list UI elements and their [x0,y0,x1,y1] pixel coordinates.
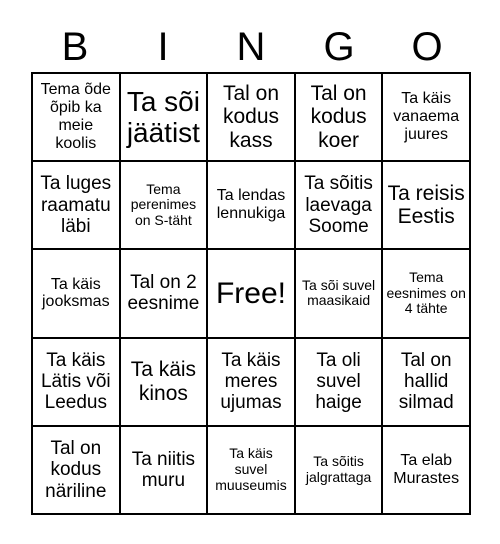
bingo-cell[interactable] [296,427,384,515]
bingo-cell[interactable] [33,250,121,338]
bingo-cell[interactable] [208,74,296,162]
cell-text: Ta elab Murastes [393,451,460,487]
cell-text: Ta käis Lätis või Leedus [40,349,111,414]
cell-text: Ta käis suvel muuseumis [215,445,287,493]
bingo-cell[interactable] [296,162,384,250]
bingo-cell[interactable] [296,74,384,162]
bingo-cell[interactable] [208,427,296,515]
cell-text: Ta sõitis jalgrattaga [305,453,372,485]
cell-text: Tal on kodus näriline [45,437,107,502]
cell-text: Ta niitis muru [131,448,196,491]
bingo-cell-free[interactable] [208,250,296,338]
cell-text: Ta käis meres ujumas [220,349,282,414]
cell-text: Tema perenimes on S-täht [130,180,197,229]
cell-text: Tal on kodus kass [222,81,280,152]
cell-text: Tema õde õpib ka meie koolis [40,81,111,152]
bingo-cell[interactable] [296,250,384,338]
cell-text: Ta käis kinos [130,358,197,405]
bingo-cell[interactable] [383,162,471,250]
header-letter-b: B [61,25,89,69]
bingo-cell[interactable] [33,339,121,427]
bingo-cell[interactable] [296,339,384,427]
cell-text: Ta sõi jäätist [126,85,200,149]
bingo-header [31,22,471,72]
cell-text: Ta käis vanaema juures [393,90,460,144]
bingo-cell[interactable] [121,162,209,250]
bingo-cell[interactable] [383,427,471,515]
bingo-cell[interactable] [383,250,471,338]
bingo-cell[interactable] [33,74,121,162]
bingo-cell[interactable] [121,427,209,515]
bingo-cell[interactable] [208,162,296,250]
bingo-cell[interactable] [121,250,209,338]
cell-text: Free! [215,276,286,310]
cell-text: Ta luges raamatu läbi [40,173,112,237]
cell-text: Tal on hallid silmad [398,349,454,414]
cell-text: Tal on 2 eesnime [127,272,200,315]
header-letter-g: G [323,25,355,69]
bingo-grid [31,72,471,515]
cell-text: Ta reisis Eestis [387,181,465,229]
cell-text: Tema eesnimes on 4 tähte [386,268,466,317]
cell-text: Tal on kodus koer [310,81,367,152]
bingo-cell[interactable] [383,339,471,427]
bingo-cell[interactable] [121,74,209,162]
cell-text: Ta lendas lennukiga [216,187,286,223]
header-letter-i: I [157,25,169,69]
cell-text: Ta käis jooksmas [42,275,110,311]
header-letter-n: N [236,25,266,69]
bingo-cell[interactable] [121,339,209,427]
bingo-cell[interactable] [33,162,121,250]
bingo-cell[interactable] [208,339,296,427]
cell-text: Ta sõi suvel maasikaid [302,276,376,309]
cell-text: Ta oli suvel haige [315,349,362,414]
cell-text: Ta sõitis laevaga Soome [304,173,373,237]
bingo-cell[interactable] [33,427,121,515]
header-letter-o: O [411,25,443,69]
bingo-cell[interactable] [383,74,471,162]
